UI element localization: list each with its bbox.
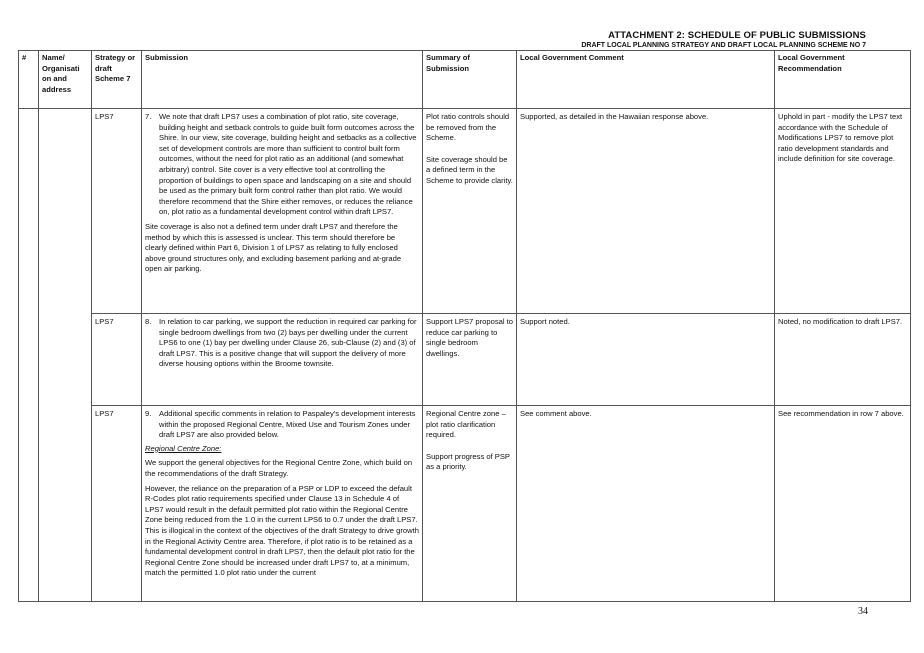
summary-paragraph: Regional Centre zone – plot ratio clarification required. <box>426 409 506 440</box>
submission-paragraph: We support the general objectives for the Regional Centre Zone, which build on the recommendations of the draft Strategy. <box>145 458 413 478</box>
col-header-strategy: Strategy or draft Scheme 7 <box>92 51 142 109</box>
comment-cell: Supported, as detailed in the Hawaiian response above. <box>517 109 775 314</box>
submission-paragraph: However, the reliance on the preparation of a PSP or LDP to exceed the default R-Codes plot ratio requirements specified under Clause 13 in Schedule 4 of LPS7 would result in the default permitted plot ratio within the Regional Centre Zone being reduced from the 1.0 in the current LPS6 to 0.7 under the draft LPS7. This is illogical in the context of the objectives of the draft Strategy to drive growth in the Regional Activity Centre area. Therefore, if plot ratio is to be retained as a fundamental development control in draft LPS7, then the default plot ratio for the Regional Centre Zone should be increased under draft LPS7 to, at a minimum, match the permitted 1.0 plot ratio under the current <box>145 483 419 578</box>
number-cell <box>19 109 39 314</box>
submission-cell <box>142 406 423 602</box>
item-number: 8. <box>145 317 152 326</box>
recommendation-cell: Uphold in part - modify the LPS7 text accordance with the Schedule of Modifications LPS7 to remove plot ratio development standards and include definition for site coverage. <box>775 109 911 314</box>
number-cell <box>19 406 39 602</box>
col-header-name: Name/ Organisati on and address <box>39 51 92 109</box>
section-heading: Regional Centre Zone: <box>145 443 222 453</box>
comment-cell: Support noted. <box>517 314 775 406</box>
table-row <box>19 109 911 314</box>
name-cell <box>39 406 92 602</box>
submissions-table <box>18 50 911 602</box>
submission-item <box>145 112 419 218</box>
recommendation-cell: Noted, no modification to draft LPS7. <box>775 314 911 406</box>
col-header-submission: Submission <box>142 51 423 109</box>
submission-paragraph: We note that draft LPS7 uses a combination of plot ratio, site coverage, building height and setback controls to guide built form outcomes across the Shire. In our view, site coverage, building height and setbacks as a collective set of development controls are more than sufficient to control built form outcomes, without the need for plot ratio as an additional (and somewhat arbitrary) control. Site cover is a very effective tool at controlling the proportion of buildings to open space and landscaping on a site and should be used as the primary built form control rather than plot ratio. We would therefore recommend that the Shire either removes, or reduces the reliance on, plot ratio as a fundamental development control within draft LPS7. <box>159 112 417 217</box>
submission-item <box>145 317 419 370</box>
summary-cell: Support LPS7 proposal to reduce car parking to single bedroom dwellings. <box>423 314 517 406</box>
col-header-recommendation: Local Government Recommendation <box>775 51 911 109</box>
col-header-number: # <box>19 51 39 109</box>
submission-paragraph: In relation to car parking, we support the reduction in required car parking for single bedroom dwellings from two (2) bays per dwelling under the current LPS6 to one (1) bay per dwelling under Clause 26, sub-Clause (2) and (3) of draft LPS7. This is a positive change that will support the delivery of more diverse housing options within the Broome townsite. <box>159 317 417 369</box>
summary-cell <box>423 109 517 314</box>
table-header-row <box>19 51 911 109</box>
summary-paragraph: Plot ratio controls should be removed from the Scheme. <box>426 112 510 143</box>
strategy-cell: LPS7 <box>92 109 142 314</box>
col-header-comment: Local Government Comment <box>517 51 775 109</box>
item-number: 9. <box>145 409 152 418</box>
name-cell <box>39 314 92 406</box>
strategy-cell: LPS7 <box>92 314 142 406</box>
document-subtitle: DRAFT LOCAL PLANNING STRATEGY AND DRAFT LOCAL PLANNING SCHEME NO 7 <box>581 42 866 49</box>
strategy-cell: LPS7 <box>92 406 142 602</box>
page-number: 34 <box>858 606 868 617</box>
submission-cell <box>142 109 423 314</box>
document-title: ATTACHMENT 2: SCHEDULE OF PUBLIC SUBMISSIONS <box>608 30 866 41</box>
summary-paragraph: Site coverage should be a defined term in the Scheme to provide clarity. <box>426 154 513 185</box>
item-number: 7. <box>145 112 152 121</box>
submission-cell <box>142 314 423 406</box>
submission-paragraph: Site coverage is also not a defined term under draft LPS7 and therefore the method by which this is assessed is unclear. This term should therefore be clearly defined within Part 6, Division 1 of LPS7 as relating to fully enclosed above ground structures only, and excluding basement parking and at-grade open air parking. <box>145 221 402 274</box>
col-header-summary: Summary of Submission <box>423 51 517 109</box>
submission-item <box>145 409 419 441</box>
comment-cell: See comment above. <box>517 406 775 602</box>
summary-paragraph: Support progress of PSP as a priority. <box>426 451 510 472</box>
table-row <box>19 314 911 406</box>
recommendation-cell: See recommendation in row 7 above. <box>775 406 911 602</box>
submission-paragraph: Additional specific comments in relation to Paspaley's development interests within the proposed Regional Centre, Mixed Use and Tourism Zones under draft LPS7 are also provided below. <box>159 409 416 440</box>
name-cell <box>39 109 92 314</box>
table-row <box>19 406 911 602</box>
summary-cell <box>423 406 517 602</box>
number-cell <box>19 314 39 406</box>
